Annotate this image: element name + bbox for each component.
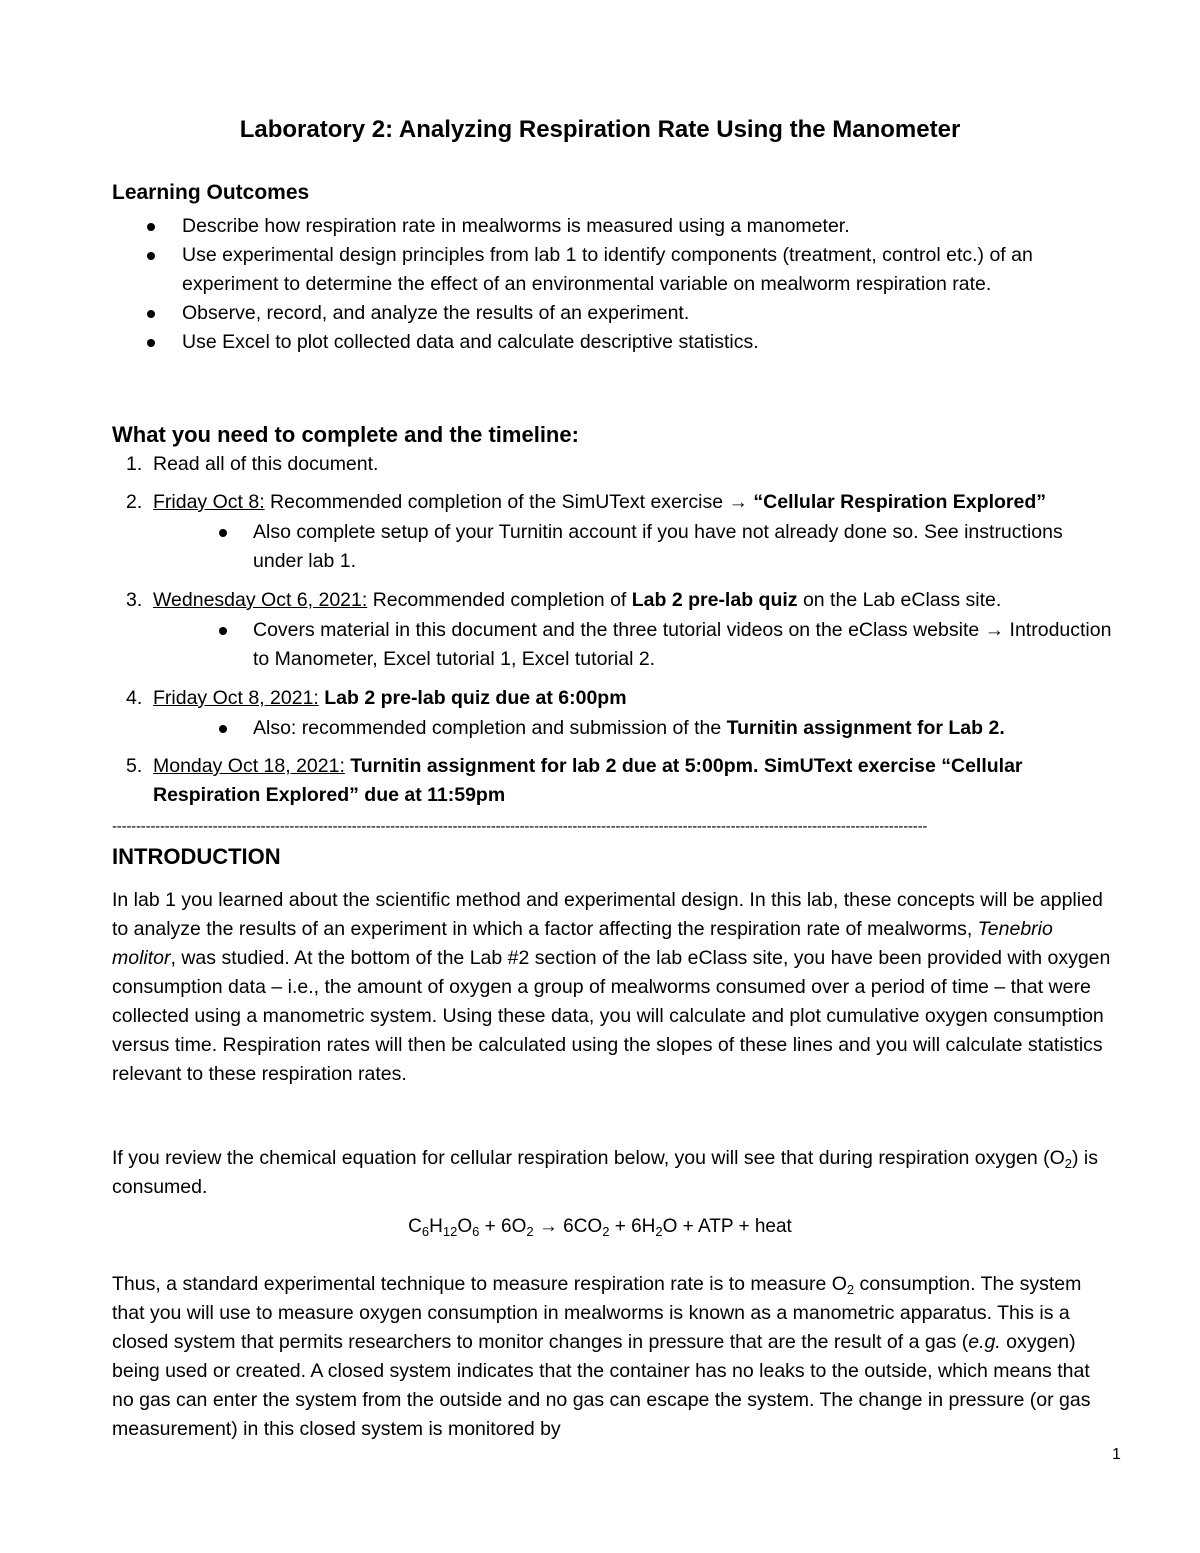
due-date: Friday Oct 8, 2021: [153,687,319,709]
list-item: Use experimental design principles from lab 1 to identify components (treatment, control etc.) of an experiment to determine the effect of an environmental variable on mealworm respiration rate. [112,241,1112,299]
bullet-icon [219,529,227,537]
timeline-heading: What you need to complete and the timeline: [112,422,579,447]
quiz-name: Lab 2 pre-lab quiz [631,589,798,611]
bullet-icon [219,627,227,635]
species-name: Tenebrio molitor [112,918,1053,969]
list-item: Describe how respiration rate in mealworms is measured using a manometer. [112,212,1112,241]
item-number: 1. [126,453,143,475]
learning-outcomes-list [112,212,1112,357]
document-page: Laboratory 2: Analyzing Respiration Rate Using the Manometer Learning Outcomes Describe how respiration rate in mealworms is measured using a manometer. Use experimental design principles from lab 1 to identify components (treatment, control etc.) of an experiment to determine the effect of an environmental variable on mealworm respiration rate. Observe, record, and analyze the results of an experiment. Use Excel to plot collected data and calculate descriptive statistics. What you need to complete and the timeline: 1. Read all of this document. 2. Friday Oct 8: Recommended completion of the SimUText exercise → “Cellular Respiration Explored” Also complete setup of your Turnitin account if you have not already done so. See instructions under lab 1. 3. Wednesday Oct 6, 2021: Recommended completion of Lab 2 pre-lab quiz on the Lab eClass site. Covers material in this document and the three tutorial videos on the eClass website → Introduction to Manometer, Excel tutorial 1, Excel tutorial 2. 4. Friday Oct 8, 2021: Lab 2 pre-lab quiz due at 6:00pm Also: recommended completion and submission of the Turnitin assignment for Lab 2. 5. Monday Oct 18, 2021: Turnitin assignment for lab 2 due at 5:00pm. SimUText exercise “Cellular Respiration Explored” due at 11:59pm -------------------------------------------------------------------------------------------------------------------------------------------------------------------------- INTRODUCTION In lab 1 you learned about the scientific method and experimental design. In this lab, these concepts will be applied to analyze the results of an experiment in which a factor affecting the respiration rate of mealworms, Tenebrio molitor, was studied. At the bottom of the Lab #2 section of the lab eClass site, you have been provided with oxygen consumption data – i.e., the amount of oxygen a group of mealworms consumed over a period of time – that were collected using a manometric system. Using these data, you will calculate and plot cumulative oxygen consumption versus time. Respiration rates will then be calculated using the slopes of these lines and you will calculate statistics relevant to these respiration rates. If you review the chemical equation for cellular respiration below, you will see that during respiration oxygen $(O_2)$ is consumed. $C_6H_{12}O_6 + 6O_2 \to 6CO_2 + 6H_2O$ + ATP + heat Thus, a standard experimental technique to measure respiration rate is to measure $O_2$ consumption. The system that you will use to measure oxygen consumption in mealworms is known as a manometric apparatus. This is a closed system that permits researchers to monitor changes in pressure that are the result of a gas (e.g. oxygen) being used or created. A closed system indicates that the container has no leaks to the outside, which means that no gas can enter the system from the outside and no gas can escape the system. The change in pressure (or gas measurement) in this closed system is monitored by 1 [0,0,1200,1553]
item-number: 5. [126,755,143,777]
abbreviation: e.g. [968,1331,1001,1353]
intro-paragraph-3: Thus, a standard experimental technique to measure respiration rate is to measure $O_2$ consumption. The system that you will use to measure oxygen consumption in mealworms is known as a manometric apparatus. This is a closed system that permits researchers to monitor changes in pressure that are the result of a gas (e.g. oxygen) being used or created. A closed system indicates that the container has no leaks to the outside, which means that no gas can enter the system from the outside and no gas can escape the system. The change in pressure (or gas measurement) in this closed system is monitored by [112,1273,1091,1440]
exercise-name: “Cellular Respiration Explored” [753,491,1046,513]
deadline-text: Turnitin assignment for lab 2 due at 5:00pm. SimUText exercise “Cellular Respiration Explored” due at 11:59pm [153,755,1023,806]
page-title: Laboratory 2: Analyzing Respiration Rate Using the Manometer [239,116,961,143]
bullet-icon [219,725,227,733]
item-number: 2. [126,491,143,513]
learning-outcomes-heading: Learning Outcomes [112,181,310,204]
intro-paragraph-2: If you review the chemical equation for cellular respiration below, you will see that during respiration oxygen $(O_2)$ is consumed. [112,1147,1098,1198]
introduction-heading: INTRODUCTION [112,844,281,869]
list-item: Observe, record, and analyze the results of an experiment. [112,299,1112,328]
intro-paragraph-1: In lab 1 you learned about the scientific method and experimental design. In this lab, these concepts will be applied to analyze the results of an experiment in which a factor affecting the respiration rate of mealworms, Tenebrio molitor, was studied. At the bottom of the Lab #2 section of the lab eClass site, you have been provided with oxygen consumption data – i.e., the amount of oxygen a group of mealworms consumed over a period of time – that were collected using a manometric system. Using these data, you will calculate and plot cumulative oxygen consumption versus time. Respiration rates will then be calculated using the slopes of these lines and you will calculate statistics relevant to these respiration rates. [112,889,1111,1085]
due-date: Wednesday Oct 6, 2021: [153,589,368,611]
due-date: Monday Oct 18, 2021: [153,755,345,777]
due-date: Friday Oct 8: [153,491,265,513]
item-text: Read all of this document. [153,453,379,475]
list-item: Use Excel to plot collected data and calculate descriptive statistics. [112,328,1112,357]
item-number: 3. [126,589,143,611]
item-text: Recommended completion of the SimUText exercise → [264,491,754,513]
item-number: 4. [126,687,143,709]
subitem-text: Covers material in this document and the three tutorial videos on the eClass website → Introduction to Manometer, Excel tutorial 1, Excel tutorial 2. [253,619,1112,670]
respiration-equation: $C_6H_{12}O_6 + 6O_2 \to 6CO_2 + 6H_2O$ + ATP + heat [408,1216,792,1239]
subitem-text: Also complete setup of your Turnitin account if you have not already done so. See instructions under lab 1. [253,521,1063,572]
deadline-text: Lab 2 pre-lab quiz due at 6:00pm [318,687,627,709]
page-number: 1 [1112,1446,1121,1463]
section-divider: -------------------------------------------------------------------------------------------------------------------------------------------------------------------------- [112,818,928,832]
assignment-name: Turnitin assignment for Lab 2. [726,717,1005,739]
